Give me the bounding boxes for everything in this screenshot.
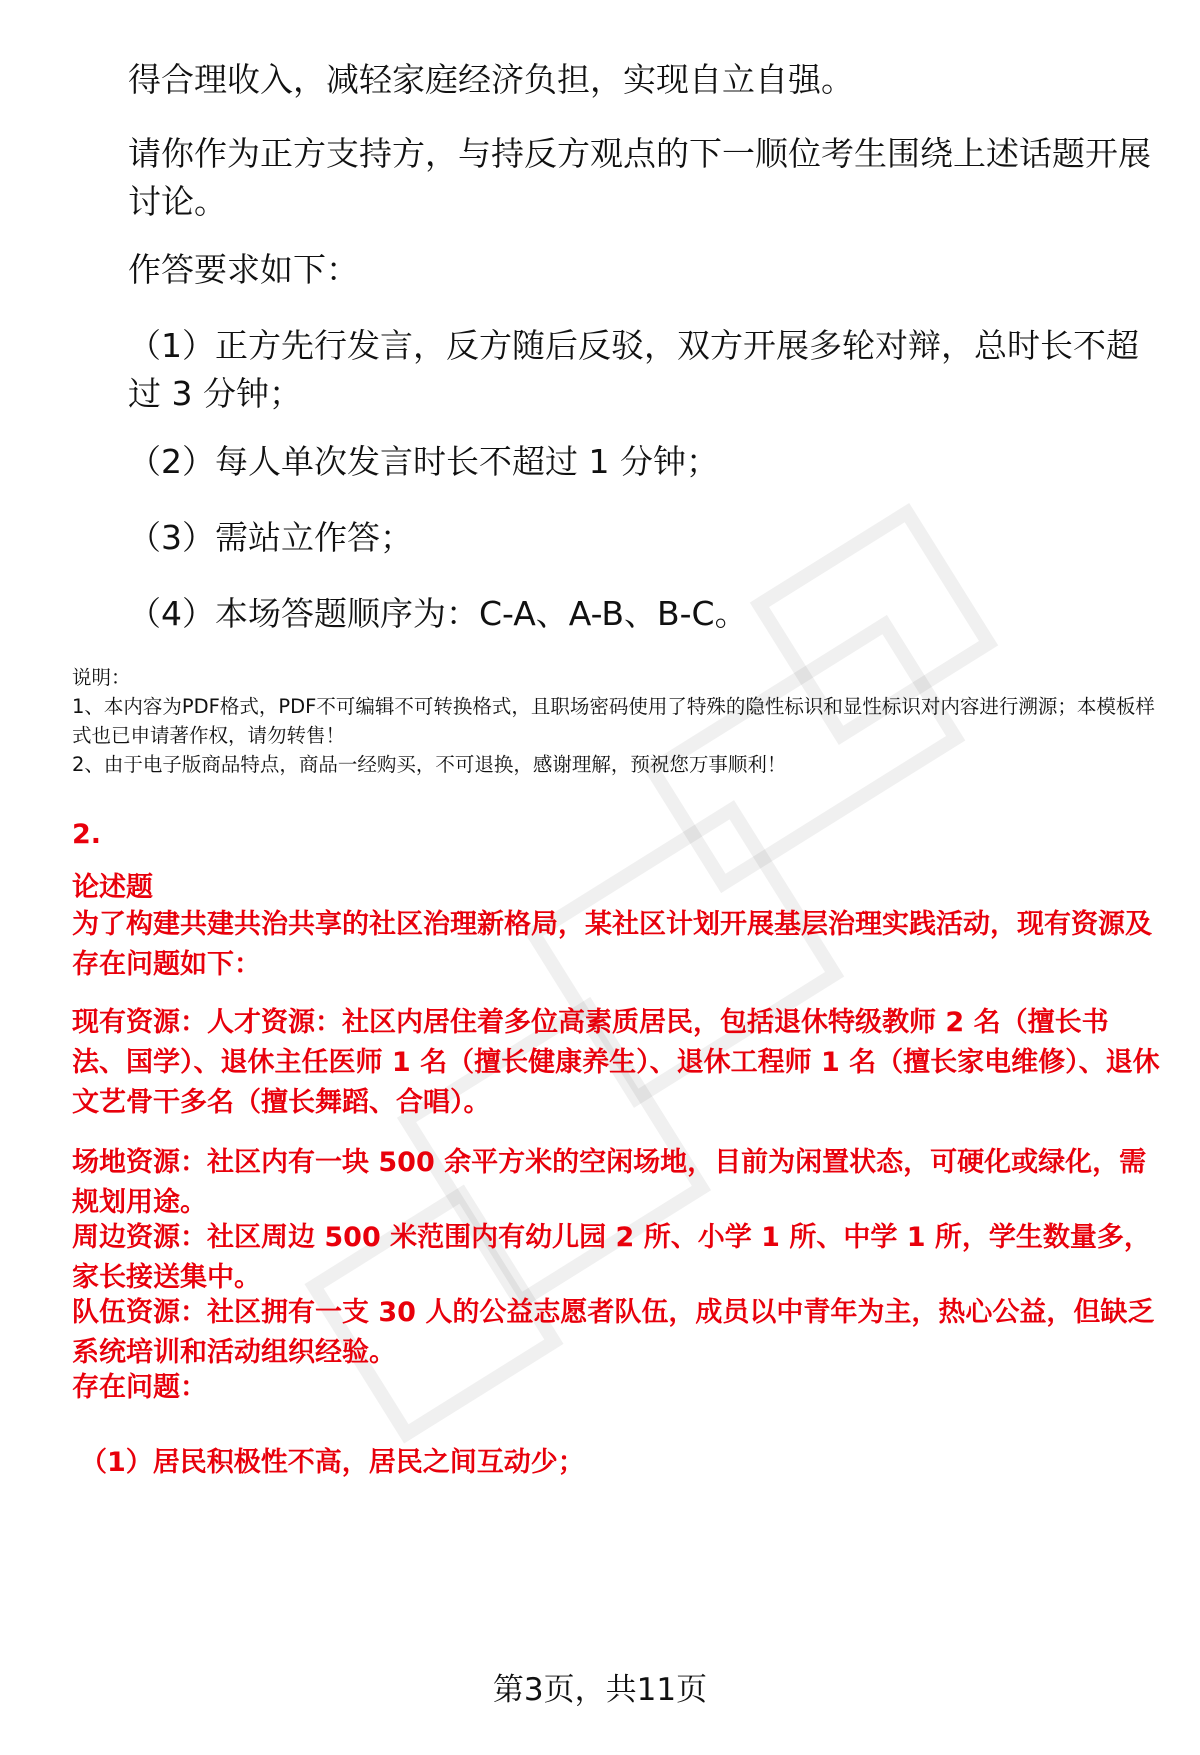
question-type: 论述题	[72, 872, 153, 903]
surrounding-resources: 周边资源：社区周边 500 米范围内有幼儿园 2 所、小学 1 所、中学 1 所，学生数量多，家长接送集中。	[72, 1222, 1151, 1293]
requirement-item-4: （4）本场答题顺序为：C-A、A-B、B-C。	[128, 594, 748, 633]
team-resources: 队伍资源：社区拥有一支 30 人的公益志愿者队伍，成员以中青年为主，热心公益，但缺乏系统培训和活动组织经验。	[72, 1297, 1155, 1368]
requirement-item-2: （2）每人单次发言时长不超过 1 分钟；	[128, 442, 719, 481]
notice-item-1: 1、本内容为PDF格式，PDF不可编辑不可转换格式，且职场密码使用了特殊的隐性标识和显性标识对内容进行溯源；本模板样式也已申请著作权，请勿转售！	[72, 695, 1155, 747]
page-footer: 第3页，共11页	[492, 1672, 708, 1708]
notice-heading: 说明：	[72, 666, 131, 689]
requirements-heading: 作答要求如下：	[128, 250, 359, 289]
intro-line: 得合理收入，减轻家庭经济负担，实现自立自强。	[128, 60, 854, 99]
instruction-paragraph: 请你作为正方支持方，与持反方观点的下一顺位考生围绕上述话题开展讨论。	[128, 134, 1151, 221]
question-stem: 为了构建共建共治共享的社区治理新格局，某社区计划开展基层治理实践活动，现有资源及存在问题如下：	[72, 909, 1152, 980]
requirement-item-3: （3）需站立作答；	[128, 518, 413, 557]
problem-item-1: （1）居民积极性不高，居民之间互动少；	[80, 1447, 585, 1478]
requirement-item-1: （1）正方先行发言，反方随后反驳，双方开展多轮对辩，总时长不超过 3 分钟；	[128, 326, 1139, 413]
problems-heading: 存在问题：	[72, 1372, 207, 1403]
site-resources: 场地资源：社区内有一块 500 余平方米的空闲场地，目前为闲置状态，可硬化或绿化，需规划用途。	[72, 1147, 1147, 1218]
notice-item-2: 2、由于电子版商品特点，商品一经购买，不可退换，感谢理解，预祝您万事顺利！	[72, 753, 787, 776]
talent-resources: 现有资源：人才资源：社区内居住着多位高素质居民，包括退休特级教师 2 名（擅长书法、国学）、退休主任医师 1 名（擅长健康养生）、退休工程师 1 名（擅长家电维修）、退休文艺骨干多名（擅长舞蹈、合唱）。	[72, 1007, 1160, 1118]
question-number: 2.	[72, 819, 102, 850]
